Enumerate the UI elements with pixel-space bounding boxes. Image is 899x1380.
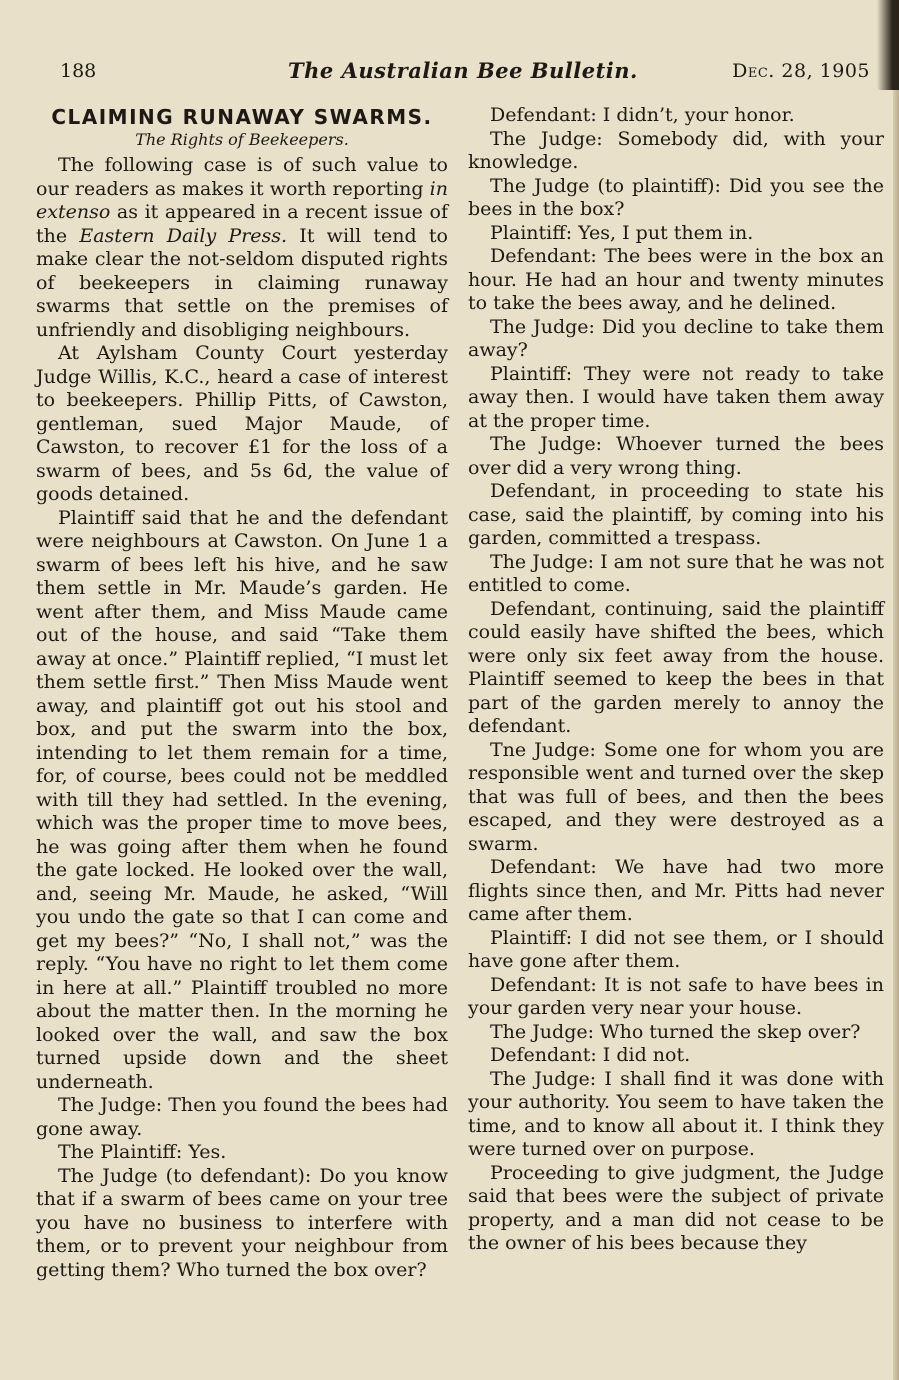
body-paragraph: Defendant, continuing, said the plaintiff could easily have shifted the bees, which were only six feet away from the house. Plaintiff seemed to keep the bees in that part of the garden merely to annoy the defendant. — [468, 597, 884, 737]
dialogue-line: The Judge: Did you decline to take them away? — [468, 315, 884, 361]
dialogue-line: Plaintiff: Yes, I put them in. — [490, 221, 754, 244]
dialogue-line: The Judge (to plaintiff): Did you see the bees in the box? — [468, 174, 884, 220]
dialogue-line: Defendant: It is not safe to have bees in your garden very near your house. — [468, 973, 884, 1019]
running-header — [60, 60, 870, 90]
right-column — [468, 104, 884, 1256]
dialogue-line: Defendant: I didn’t, your honor. — [490, 104, 795, 126]
article-subtitle: The Rights of Beekeepers. — [135, 130, 349, 149]
dialogue-line: Plaintiff: I did not see them, or I should have gone after them. — [468, 926, 884, 972]
body-paragraph: At Aylsham County Court yesterday Judge Willis, K.C., heard a case of interest to beekeepers. Phillip Pitts, of Cawston, gentleman, sued Major Maude, of Cawston, to recover £1 for the loss of a swarm of bees, and 5s 6d, the value of goods detained. — [36, 342, 448, 505]
journal-title: The Australian Bee Bulletin. — [288, 58, 638, 83]
body-paragraph: Proceeding to give judgment, the Judge said that bees were the subject of private property, and a man did not cease to be the owner of his bees because they — [468, 1161, 884, 1254]
dialogue-line: Defendant: We have had two more flights since then, and Mr. Pitts had never came after them. — [468, 856, 884, 925]
dialogue-line: Plaintiff: They were not ready to take away then. I would have taken them away at the proper time. — [468, 362, 884, 432]
emphasis-in-extenso: in extenso — [36, 177, 448, 223]
dialogue-line: The Judge: I am not sure that he was not entitled to come. — [468, 550, 884, 596]
dialogue-line: The Plaintiff: Yes. — [58, 1141, 227, 1163]
dialogue-line: Tne Judge: Some one for whom you are responsible went and turned over the skep that was full of bees, and then the bees escaped, and they were destroyed as a swarm. — [468, 738, 884, 855]
dialogue-line: Defendant: The bees were in the box an hour. He had an hour and twenty minutes to take the bees away, and he delined. — [468, 245, 884, 314]
binding-shadow — [877, 0, 899, 90]
article-title: CLAIMING RUNAWAY SWARMS. — [51, 105, 433, 129]
issue-date: Dec. 28, 1905 — [732, 60, 870, 82]
emphasis-newspaper-title: Eastern Daily Press. — [79, 224, 288, 247]
page-number: 188 — [60, 60, 97, 82]
page-edge — [893, 0, 899, 1380]
body-paragraph: Plaintiff said that he and the defendant were neighbours at Cawston. On June 1 a swarm of bees left his hive, and he saw them settle in Mr. Maude’s garden. He went after them, and Miss Maude came out of the house, and said “Take them away at once.” Plaintiff replied, “I must let them settle first.” Then Miss Maude went away, and plaintiff got out his stool and box, and put the swarm into the box, intending to let them remain for a time, for, of course, bees could not be meddled with till they had settled. In the evening, which was the proper time to move bees, he was going after them when he found the gate locked. He looked over the wall, and, seeing Mr. Maude, he asked, “Will you undo the gate so that I can come and get my bees?” “No, I shall not,” was the reply. “You have no right to let them come in here at all.” Plaintiff troubled no more about the matter then. In the morning he looked over the wall, and saw the box turned upside down and the sheet underneath. — [36, 506, 448, 1093]
dialogue-line: The Judge: Who turned the skep over? — [490, 1020, 861, 1043]
intro-paragraph: The following case is of such value to our readers as makes it worth reporting in extenso as it appeared in a recent issue of the Eastern Daily Press. It will tend to make clear the not-seldom disputed rights of beekeepers in claiming runaway swarms that settle on the premises of unfriendly and disobliging neighbours. — [36, 154, 448, 341]
dialogue-line: Defendant: I did not. — [490, 1044, 691, 1066]
dialogue-line: The Judge: I shall find it was done with your authority. You seem to have taken the time, and to know all about it. I think they were turned over on purpose. — [468, 1067, 884, 1160]
dialogue-line: The Judge (to defendant): Do you know that if a swarm of bees came on your tree you have no business to interfere with them, or to prevent your neighbour from getting them? Who turned the box over? — [36, 1164, 448, 1281]
dialogue-line: The Judge: Somebody did, with your knowledge. — [468, 127, 884, 173]
body-paragraph: Defendant, in proceeding to state his case, said the plaintiff, by coming into his garden, committed a trespass. — [468, 480, 884, 549]
dialogue-line: The Judge: Whoever turned the bees over did a very wrong thing. — [468, 433, 884, 479]
left-column — [36, 104, 448, 1282]
dialogue-line: The Judge: Then you found the bees had gone away. — [36, 1094, 448, 1140]
